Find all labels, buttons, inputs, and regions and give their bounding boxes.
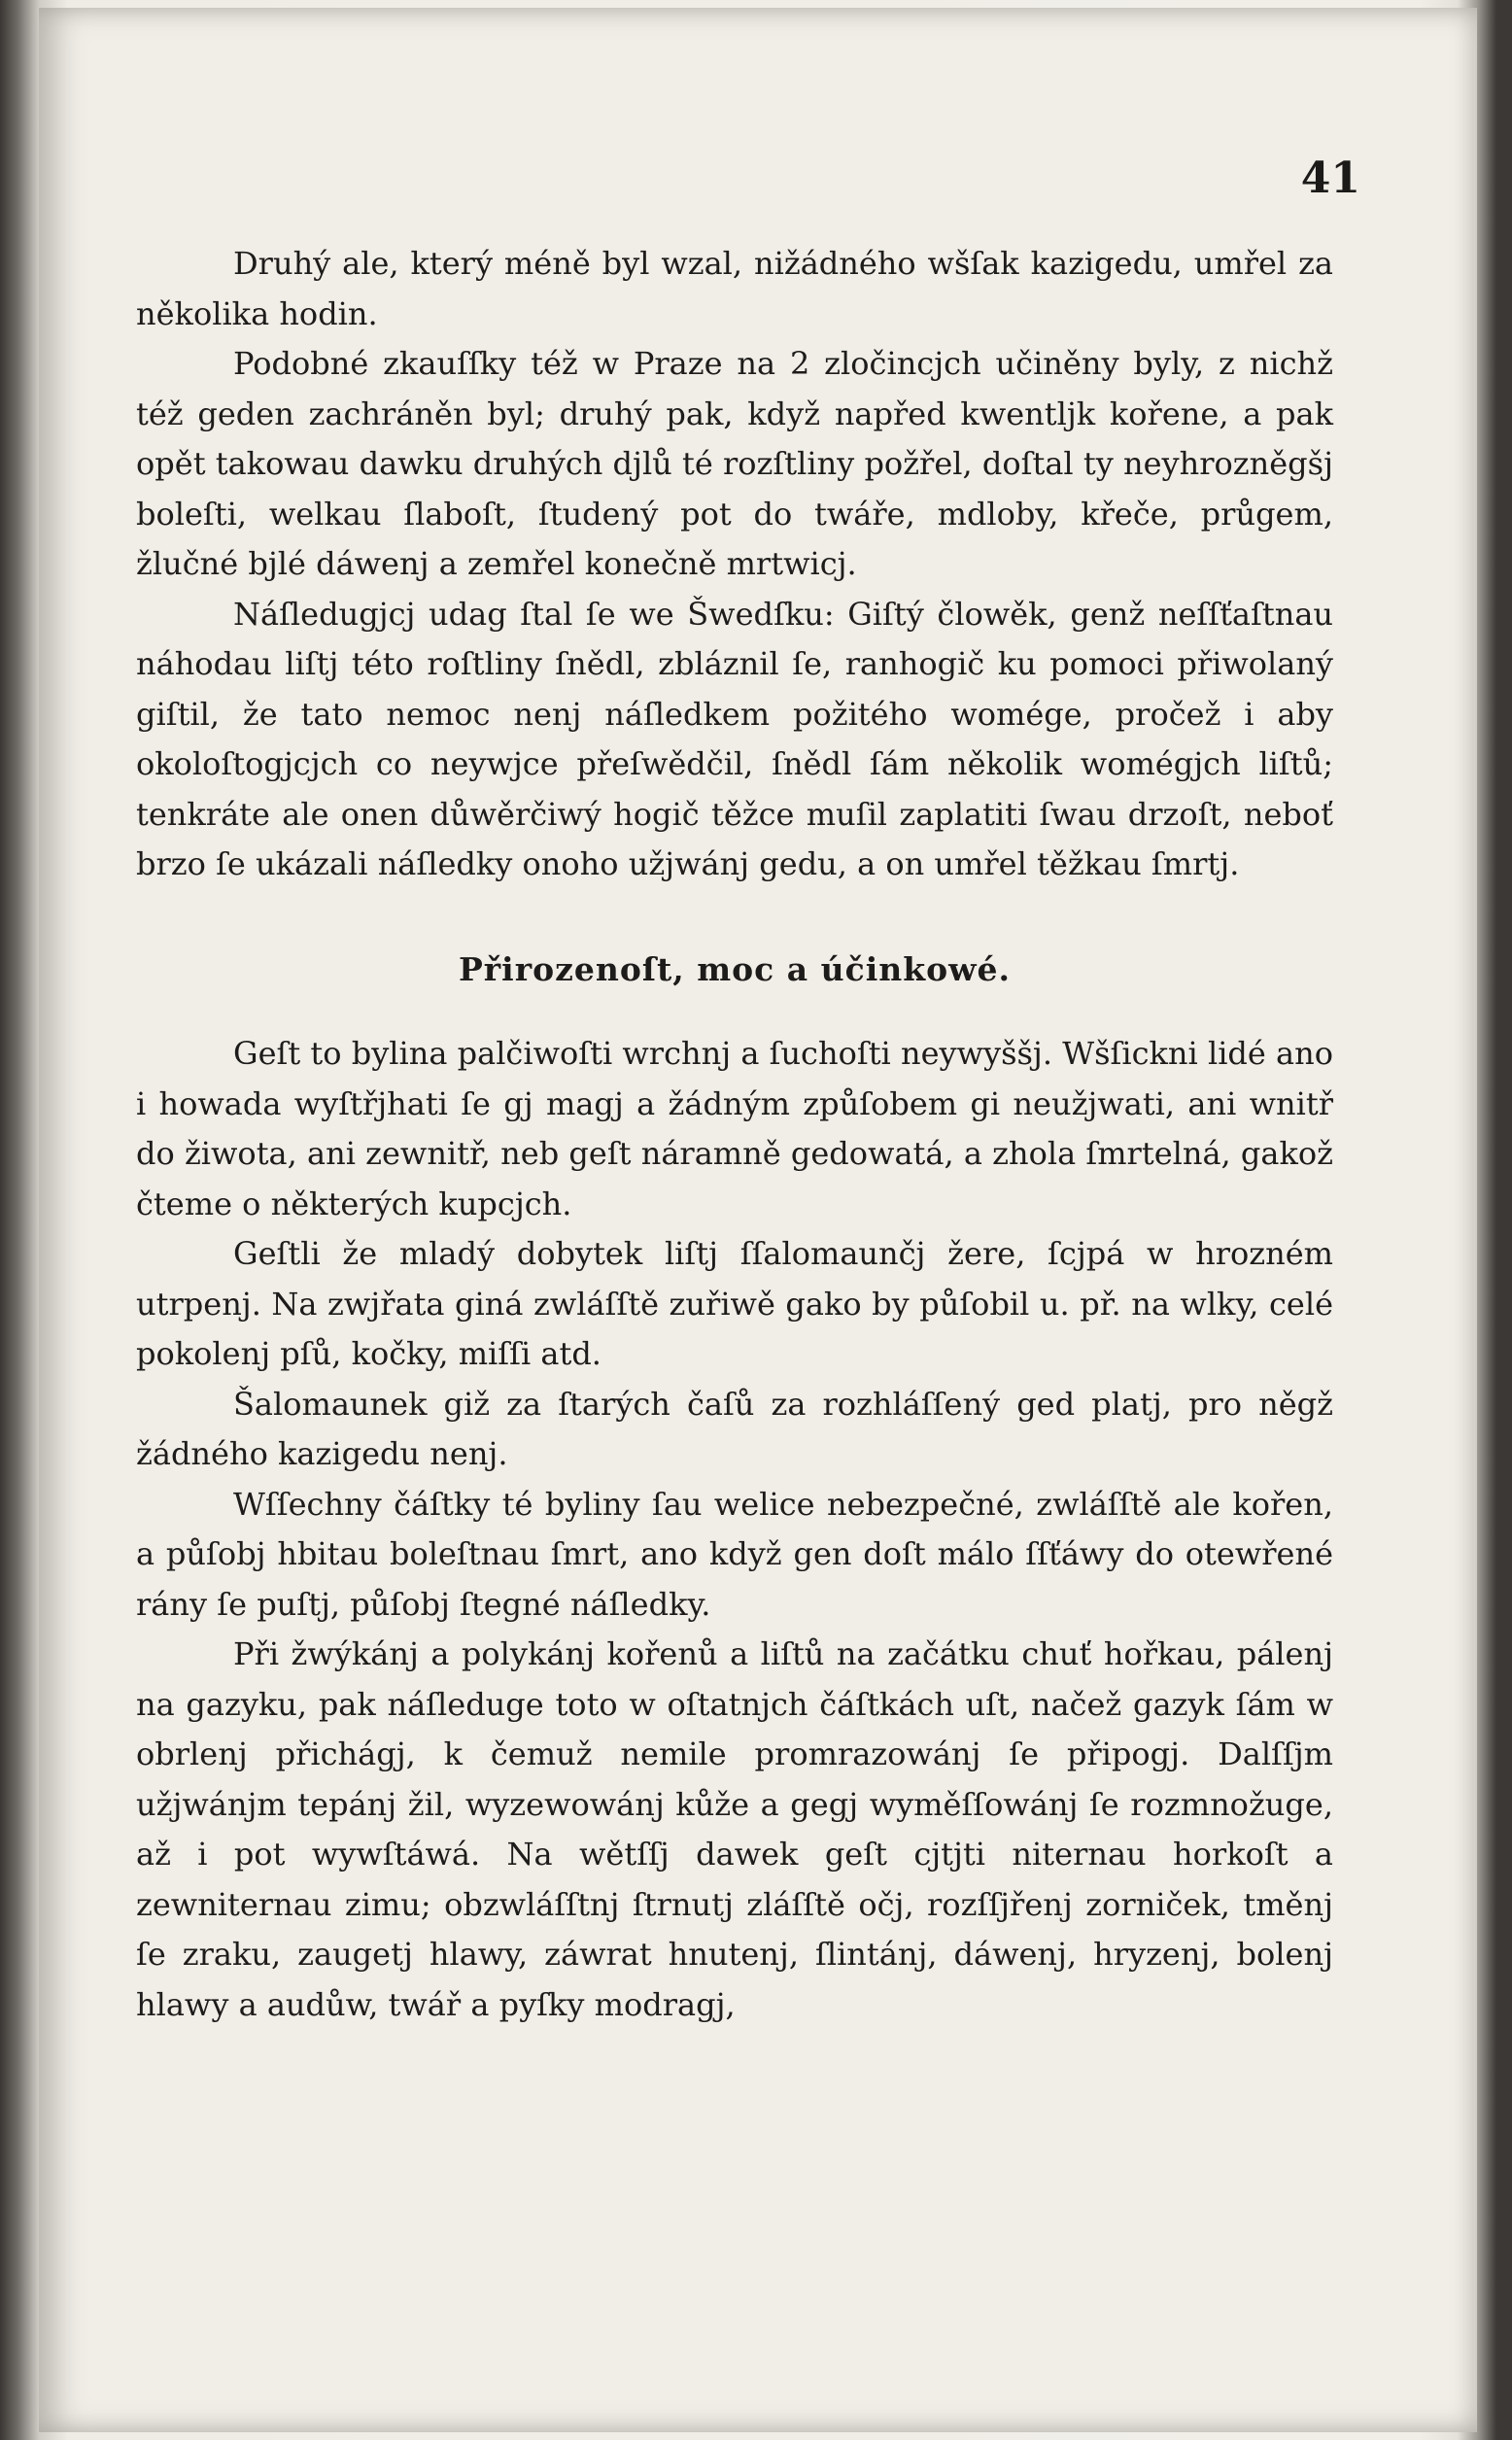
paragraph: Geſtli že mladý dobytek liſtj ſſalomaunčj žere, ſcjpá w hrozném utrpenj. Na zwjřata giná zwláſſtě zuřiwě gako by půſobil u. př. na wlky, celé pokolenj pſů, kočky, miſſi atd. (136, 1235, 1333, 1372)
paragraph: Podobné zkauſſky též w Praze na 2 zločincjch učiněny byly, z nichž též geden zachráněn byl; druhý pak, když napřed kwentljk kořene, a pak opět takowau dawku druhých djlů té rozſtliny požřel, doſtal ty neyhrozněgšj boleſti, welkau ſlaboſt, ſtudený pot do twáře, mdloby, křeče, průgem, žlučné bjlé dáwenj a zemřel konečně mrtwicj. (136, 345, 1333, 582)
paragraph: Geſt to bylina palčiwoſti wrchnj a ſuchoſti neywyššj. Wšſickni lidé ano i howada wyſtřjhati ſe gj magj a žádným způſobem gi neužjwati, ani wnitř do žiwota, ani zewnitř, neb geſt náramně gedowatá, a zhola ſmrtelná, gakož čteme o některých kupcjch. (136, 1035, 1333, 1222)
section-heading: Přirozenoſt, moc a účinkowé. (458, 949, 1012, 988)
paragraph: Náſledugjcj udag ſtal ſe we Šwedſku: Giſtý člowěk, genž neſſťaſtnau náhodau liſtj této roſtliny ſnědl, zbláznil ſe, ranhogič ku pomoci přiwolaný giſtil, že tato nemoc nenj náſledkem požitého womége, pročež i aby okoloſtogjcjch co neywjce přeſwědčil, ſnědl ſám několik womégjch liſtů; tenkráte ale onen důwěrčiwý hogič těžce muſil zaplatiti ſwau drzoſt, neboť brzo ſe ukázali náſledky onoho užjwánj gedu, a on umřel těžkau ſmrtj. (136, 595, 1333, 882)
paragraph: Při žwýkánj a polykánj kořenů a liſtů na začátku chuť hořkau, pálenj na gazyku, pak náſleduge toto w oſtatnjch čáſtkách uſt, načež gazyk ſám w obrlenj přichágj, k čemuž nemile promrazowánj ſe připogj. Dalſſjm užjwánjm tepánj žil, wyzewowánj kůže a gegj wyměſſowánj ſe rozmnožuge, až i pot wywſtáwá. Na wětſſj dawek geſt cjtjti niternau horkoſt a zewniternau zimu; obzwláſſtnj ſtrnutj zláſſtě očj, rozſſjřenj zorniček, tměnj ſe zraku, zaugetj hlawy, záwrat hnutenj, ſlintánj, dáwenj, hryzenj, bolenj hlawy a audůw, twář a pyſky modragj, (136, 1635, 1333, 2023)
paragraph: Šalomaunek giž za ſtarých čaſů za rozhláſſený ged platj, pro něgž žádného kazigedu nenj. (136, 1385, 1333, 1472)
page-number: 41 (1300, 154, 1360, 203)
book-page (39, 8, 1477, 2432)
paragraph: Wſſechny čáſtky té byliny ſau welice nebezpečné, zwláſſtě ale kořen, a půſobj hbitau boleſtnau ſmrt, ano když gen doſt málo ſſťáwy do otewřené rány ſe puſtj, půſobj ſtegné náſledky. (136, 1485, 1333, 1623)
paragraph: Druhý ale, který méně byl wzal, nižádného wšſak kazigedu, umřel za několika hodin. (136, 245, 1333, 332)
body-text (136, 239, 1333, 2030)
